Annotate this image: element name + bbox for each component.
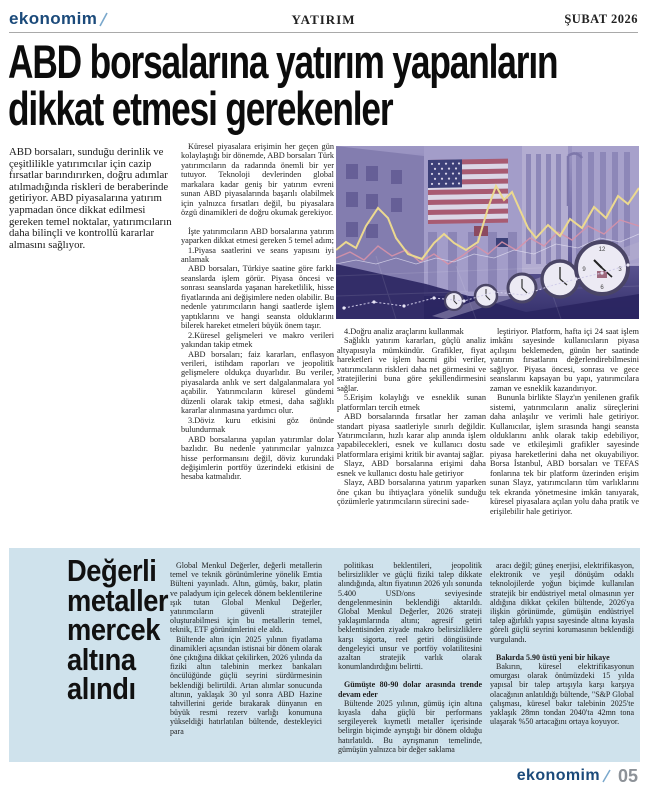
paragraph: Bültende 2025 yılının, gümüş için altına kıyasla daha güçlü bir performans sergileyerek kıymetli metaller içerisinde belirgin biçimde ayrıştığı bir dönem olduğu hatırlatıldı. Bu ayrışmanın temelinde, gümüşün yalnızca bir değer saklama (338, 698, 482, 754)
paragraph: Global Menkul Değerler, değerli metallerin temel ve teknik görünümlerine yönelik Emtia Bülteni yayınladı. Altın, gümüş, bakır, platin ve paladyum için gelecek dönem beklentilerine ışık tutan Global Menkul Değerler, yatırımcıların güvenli stratejiler oluşturabilmesi için bu metallerin temel, teknik, ETF görünümlerini ele aldı. (170, 561, 322, 635)
step-heading: 3.Döviz kuru etkisini göz önünde bulundurmak (181, 415, 334, 435)
page-number: 05 (617, 766, 638, 786)
step-heading: 4.Doğru analiz araçlarını kullanmak (344, 327, 464, 336)
box-subhead-copper: Bakırda 5.90 üstü yeni bir hikaye (496, 652, 610, 662)
paragraph: leştiriyor. Platform, hafta içi 24 saat işlem imkânı sayesinde kullanıcıların piyasa açılışını beklemeden, günün her saatinde yatırım fırsatlarını değerlendirebilmesini sağlıyor. Piyasa öncesi, sonrası ve gece seanslarını kapsayan bu yapı, yatırımcılara zaman ve esneklik kazandırıyor. (490, 327, 639, 393)
footer-logo-text: ekonomim (516, 767, 600, 784)
paragraph: aracı değil; güneş enerjisi, elektrifikasyon, elektronik ve yeşil dönüşüm odaklı teknolojilerde yoğun biçimde kullanılan stratejik bir endüstriyel metal olmasının yer aldığına dikkat çekilen bültende, 2026'ya ilişkin görünümde, gümüşün endüstriyel talep ağırlıklı yapısı sayesinde altına kıyasla göreli güçlü seyrini korumasının beklendiği vurgulandı. (490, 561, 634, 644)
ekonomim-logo-text: ekonomim (9, 9, 98, 28)
header-rule (9, 32, 638, 33)
paragraph: Slayz, ABD borsalarına yatırım yaparken öne çıkan bu ihtiyaçlara yönelik sunduğu çözümlerle yatırımcıların sürecini sade- (337, 478, 486, 507)
paragraph: ABD borsalarında fırsatlar her zaman standart piyasa saatleriyle sınırlı değildir. Yatırımcıların, hızlı karar alıp anında işlem yapabilecekleri, esnek ve kullanıcı dostu platformlara erişimi kritik bir avantaj sağlar. (337, 412, 486, 459)
box-title-line: alındı (67, 671, 136, 706)
section-title: YATIRIM (291, 12, 356, 27)
paragraph: Bültende altın için 2025 yılının fiyatlama dinamikleri açısından istisnai bir dönem olarak öne çıktığına dikkat çekilirken, 2026 yılında da fiziki altın talebinin merkez bankaları öncülüğünde güçlü seyrini sürdürmesinin beklendiği belirtildi. Artan alımlar sonucunda altının, yaklaşık 30 yıl sonra ABD Hazine tahvillerini geride bırakarak dünyanın en büyük resmi rezerv varlığı konumuna yükseldiği hatırlatılan bültende, destekleyici para (170, 634, 322, 736)
paragraph: politikası beklentileri, jeopolitik belirsizlikler ve güçlü fiziki talep dikkate alındığında, altın fiyatının 2026 yılı sonunda 5.400 USD/ons seviyesinde dengelenmesinin beklendiği aktarıldı. Global Menkul Değerler, 2026 strateji yaklaşımlarında altını; agresif getiri beklentisinden ziyade makro belirsizliklere karşı sigorta, reel getiri döngüsünde dengeleyici unsur ve portföy volatilitesini azaltan stratejik varlık olarak konumlandırdığını belirtti. (338, 561, 482, 672)
paragraph: ABD borsalarına yapılan yatırımlar dolar bazlıdır. Bu nedenle yatırımcılar yalnızca hisse performansını değil, döviz kurundaki değişimlerin portföy üzerindeki etkisini de hesaba katmalıdır. (181, 434, 334, 482)
paragraph: ABD borsaları; faiz kararları, enflasyon verileri, istihdam raporları ve jeopolitik gelişmelere oldukça duyarlıdır. Bu veriler, piyasalarda anlık ve sert dalgalanmalara yol açabilir. Yatırımcıların küresel gündemi düzenli olarak takip etmesi, daha sağlıklı kararlar alınmasına yardımcı olur. (181, 349, 334, 416)
box-title-line: altına (67, 641, 136, 677)
box-title-line: metaller (67, 582, 169, 618)
footer-ekonomim-logo (517, 767, 614, 785)
paragraph: Bununla birlikte Slayz'ın yenilenen grafik sistemi, yatırımcıların analiz süreçlerini daha anlaşılır ve verimli hale getiriyor. Kullanıcılar, işlem sırasında hangi seansta olduklarını anlık olarak takip edebiliyor, sade ve etkileşimli grafikler sayesinde piyasa hareketlerini daha net okuyabiliyor. Borsa İstanbul, ABD borsaları ve TEFAS fonlarına tek bir platform üzerinden erişim sunan Slayz, yatırımcıların tüm varlıklarını tek ekranda yönetmesine imkân tanıyarak, küresel piyasalara açılan yolu daha pratik ve erişilebilir hale getiriyor. (490, 393, 639, 516)
step-heading: 1.Piyasa saatlerini ve seans yapısını iyi anlamak (181, 245, 334, 264)
article-column-2 (181, 142, 334, 482)
paragraph: İşte yatırımcıların ABD borsalarına yatırım yaparken dikkat etmesi gereken 5 temel adım; (181, 226, 334, 246)
stock-market-photo (336, 146, 639, 319)
paragraph: Bakırın, küresel elektrifikasyonun omurgası olarak önümüzdeki 15 yılda yapısal bir talep artışıyla karşı karşıya olacağının anlatıldığı bültende, "S&P Global çalışması, küresel bakır talebinin 2025'te yaklaşık 28mn tondan 2040'ta 42mn tona ulaşarak %50 artacağını ortaya koyuyor. (490, 662, 634, 727)
svg-text:9: 9 (582, 267, 586, 273)
headline-line-1: ABD borsalarına yatırım yapanların (8, 35, 558, 88)
paragraph: Slayz, ABD borsalarına erişimi daha esnek ve kullanıcı dostu hale getiriyor (337, 459, 486, 478)
stock-market-illustration (336, 146, 639, 319)
article-column-4 (490, 327, 639, 516)
step-heading: 5.Erişim kolaylığı ve esneklik sunan platformları tercih etmek (337, 393, 486, 412)
issue-date: ŞUBAT 2026 (564, 12, 638, 26)
step-heading: 2.Küresel gelişmeleri ve makro verileri yakından takip etmek (181, 330, 334, 350)
box-title-line: mercek (67, 612, 160, 647)
headline-line-2: dikkat etmesi gerekenler (8, 82, 393, 135)
box-title-line: Değerli (67, 553, 157, 588)
page-header (9, 9, 638, 31)
us-flag (428, 159, 508, 224)
paragraph: Küresel piyasalara erişimin her geçen gün kolaylaştığı bir dönemde, ABD borsaları Türk yatırımcıların da radarında önemli bir yer tutuyor. Teknoloji devlerinden global markalara kadar geniş bir yatırım evreni sunan ABD piyasalarında başarılı olabilmek için yalnızca fırsatları değil, bu piyasalara özgü dinamikleri de doğru okumak gerekiyor. (181, 142, 334, 218)
box-column-1 (170, 561, 322, 736)
article-column-3 (337, 327, 486, 507)
box-column-3 (490, 561, 634, 726)
box-column-2 (338, 561, 482, 754)
svg-text:3: 3 (618, 267, 622, 273)
main-headline (8, 35, 647, 135)
svg-text:12: 12 (598, 247, 606, 253)
footer-logo-chartline-icon (601, 768, 614, 784)
paragraph: Sağlıklı yatırım kararları, güçlü analiz altyapısıyla mümkündür. Grafikler, fiyat hareketleri ve işlem hacmi gibi veriler, yatırımcıların riskleri daha net görmesini ve stratejilerini buna göre şekillendirmesini sağlar. (337, 336, 486, 393)
box-subhead-silver: Gümüşte 80-90 dolar arasında trende devam eder (338, 680, 482, 699)
svg-text:6: 6 (600, 285, 604, 291)
article-intro: ABD borsaları, sunduğu derinlik ve çeşitlilikle yatırımcılar için cazip fırsatlar barındırırken, doğru adımlar atılmadığında riskleri de beraberinde getiriyor. ABD piyasalarına yatırım yapmadan önce dikkat edilmesi gereken temel noktalar, yatırımcıların daha bilinçli ve kontrollü kararlar almasını sağlıyor. (9, 146, 172, 251)
metals-box (9, 548, 640, 762)
paragraph: ABD borsaları, Türkiye saatine göre farklı seanslarda işlem görür. Piyasa öncesi ve sonrası seanslarda yaşanan hareketlilik, hisse fiyatlarında ani değişimlere neden olabilir. Bu nedenle yatırımcıların hangi saatlerde işlem yaptıklarını ve hangi seansta olduklarını bilerek hareket etmeleri büyük önem taşır. (181, 264, 334, 331)
page-footer (517, 767, 638, 785)
